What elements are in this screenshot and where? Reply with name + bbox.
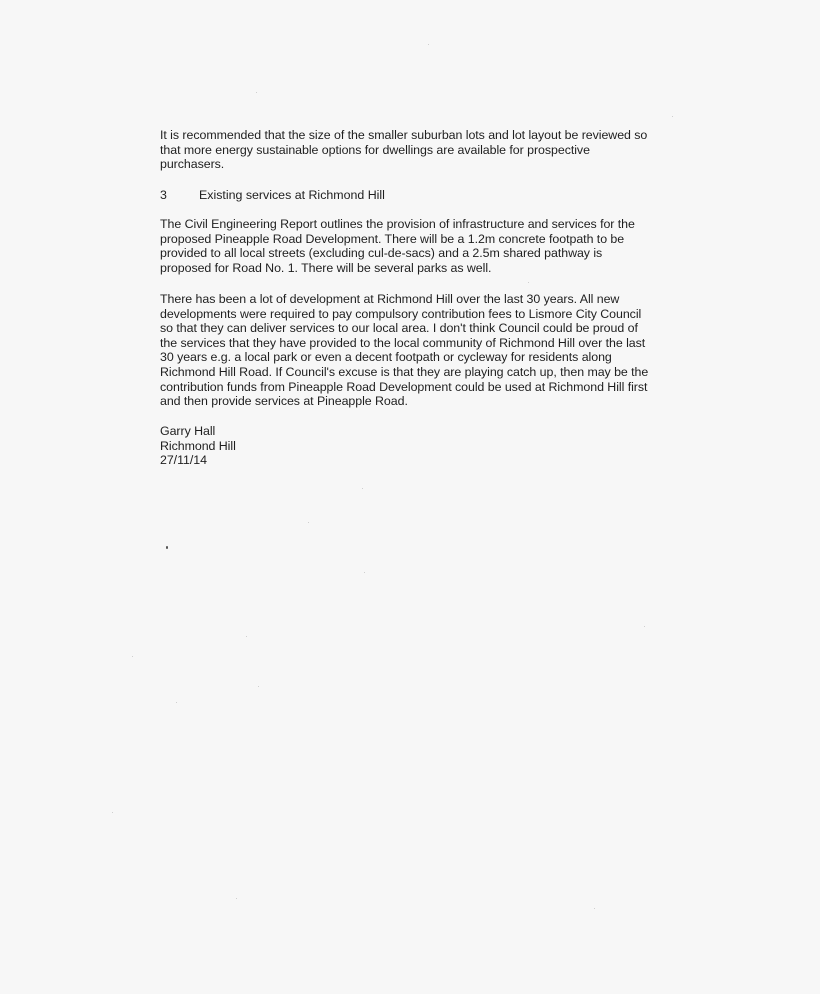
scan-noise [236, 898, 237, 899]
scan-noise [528, 282, 529, 283]
section-heading [160, 188, 385, 203]
scan-noise [258, 686, 259, 687]
scan-noise [112, 812, 113, 813]
scan-noise [256, 92, 257, 93]
scan-noise [672, 116, 673, 117]
civil-engineering-paragraph: The Civil Engineering Report outlines the provision of infrastructure and services for the proposed Pineapple Road Development. There will be a 1.2m concrete footpath to be provided to all local streets (excluding cul-de-sacs) and a 2.5m shared pathway is proposed for Road No. 1. There will be several parks as well. [160, 217, 635, 275]
scan-noise [594, 908, 595, 909]
recommendation-paragraph: It is recommended that the size of the smaller suburban lots and lot layout be reviewed so that more energy sustainable options for dwellings are available for prospective purchasers. [160, 128, 648, 172]
scan-noise [132, 656, 133, 657]
section-title: Existing services at Richmond Hill [199, 188, 385, 202]
signature-location: Richmond Hill [160, 438, 236, 453]
scan-noise [364, 572, 365, 573]
signature-block [160, 424, 650, 468]
scan-speck [166, 546, 168, 549]
development-history-paragraph: There has been a lot of development at Richmond Hill over the last 30 years. All new developments were required to pay compulsory contribution fees to Lismore City Council so that they can deliver services to our local area. I don't think Council could be proud of the services that they have provided to the local community of Richmond Hill over the last 30 years e.g. a local park or even a decent footpath or cycleway for residents along Richmond Hill Road. If Council's excuse is that they are playing catch up, then may be the contribution funds from Pineapple Road Development could be used at Richmond Hill first and then provide services at Pineapple Road. [160, 292, 649, 409]
signature-name: Garry Hall [160, 424, 216, 438]
section-number: 3 [160, 188, 167, 202]
scan-noise [308, 522, 309, 523]
scan-noise [176, 702, 177, 703]
scan-noise [362, 488, 363, 489]
scan-noise [246, 636, 247, 637]
scan-noise [644, 626, 645, 627]
signature-date: 27/11/14 [160, 453, 207, 468]
scan-noise [428, 44, 429, 45]
